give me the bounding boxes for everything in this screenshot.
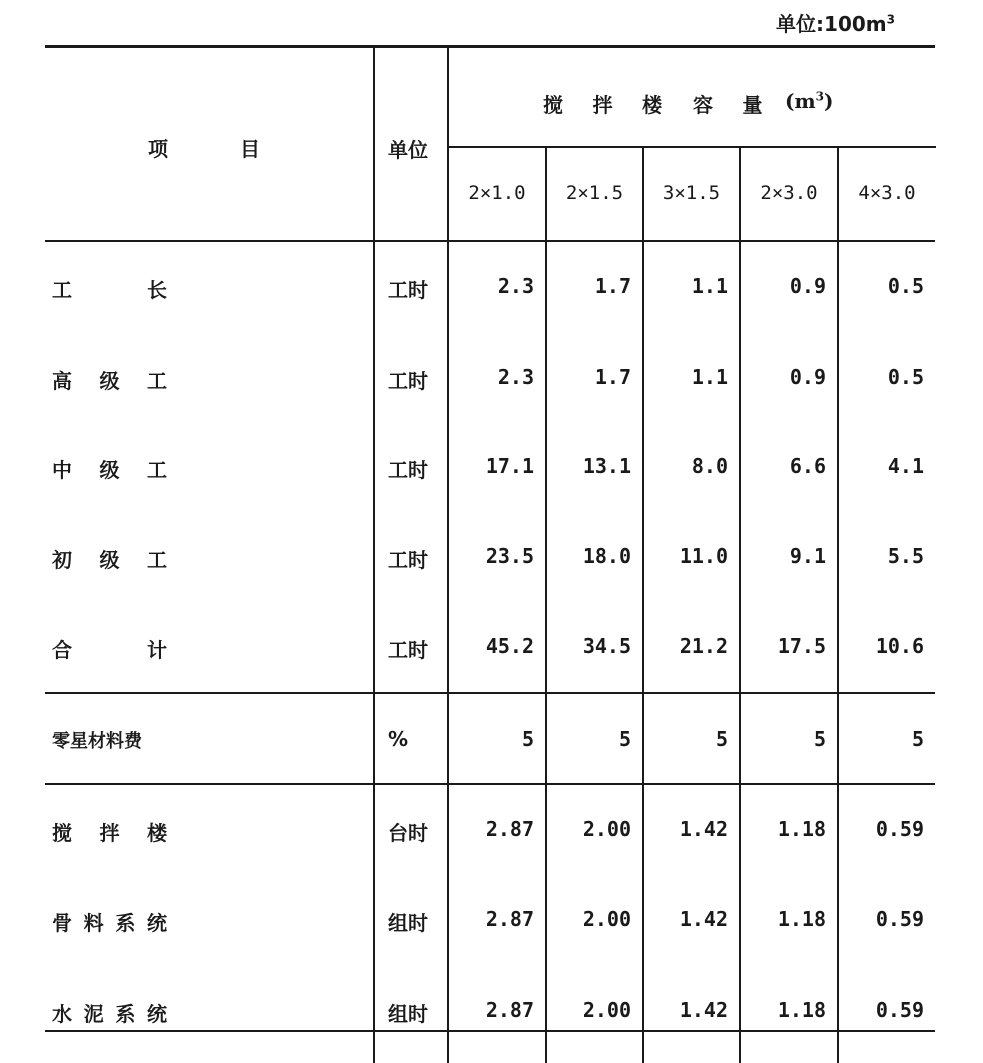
row-value: 1.1 — [691, 274, 728, 298]
row-label-char: 中 — [52, 458, 72, 482]
row-value: 1.18 — [777, 998, 826, 1022]
value-col-line — [642, 146, 644, 1063]
row-value: 0.9 — [789, 274, 826, 298]
item-header-char: 目 — [240, 137, 260, 161]
row-value: 1.7 — [594, 274, 631, 298]
row-value: 0.5 — [887, 365, 924, 389]
row-label — [52, 998, 167, 1027]
row-value: 17.5 — [777, 634, 826, 658]
capacity-unit-part: 3 — [815, 89, 824, 104]
row-value: 23.5 — [485, 544, 534, 568]
row-value: 2.87 — [485, 907, 534, 931]
row-label-char: 高 — [52, 369, 72, 393]
row-value: 1.7 — [594, 365, 631, 389]
row-value: 0.59 — [875, 998, 924, 1022]
row-unit: 组时 — [388, 1002, 428, 1026]
row-unit: 工时 — [388, 278, 428, 302]
row-value: 2.3 — [497, 365, 534, 389]
row-label-char: 级 — [99, 548, 120, 572]
row-value: 2.87 — [485, 998, 534, 1022]
row-value: 1.18 — [777, 907, 826, 931]
capacity-unit-part: ) — [823, 89, 834, 113]
row-value: 5 — [618, 727, 631, 751]
row-label — [52, 817, 167, 846]
row-label-char: 料 — [83, 911, 104, 935]
row-unit: % — [388, 727, 409, 751]
row-label — [52, 454, 167, 483]
capacity-header-rule — [448, 146, 936, 148]
row-label-char: 级 — [99, 458, 120, 482]
row-value: 5.5 — [887, 544, 924, 568]
row-value: 17.1 — [485, 454, 534, 478]
row-label-char: 统 — [146, 911, 167, 935]
row-label-char: 长 — [147, 278, 167, 302]
row-label — [52, 634, 167, 663]
column-header-1: 2×1.5 — [565, 182, 624, 204]
capacity-header-char: 量 — [742, 93, 763, 117]
capacity-header-char: 拌 — [592, 93, 613, 117]
row-label — [52, 907, 167, 936]
capacity-header-char: 楼 — [642, 93, 662, 117]
unit-col-right-line — [447, 46, 449, 1063]
labor-bottom-rule — [45, 692, 935, 694]
unit-col-left-line — [373, 46, 375, 1063]
row-value: 21.2 — [679, 634, 728, 658]
value-col-line — [837, 146, 839, 1063]
row-value: 18.0 — [582, 544, 631, 568]
row-label-char: 工 — [147, 458, 167, 482]
row-label-char: 骨 — [52, 911, 72, 935]
row-label-char: 系 — [115, 911, 136, 935]
row-value: 8.0 — [691, 454, 728, 478]
row-label-char: 级 — [99, 369, 120, 393]
row-value: 2.00 — [582, 907, 631, 931]
row-value: 2.00 — [582, 817, 631, 841]
row-value: 6.6 — [789, 454, 826, 478]
row-unit: 组时 — [388, 911, 428, 935]
row-label-char: 拌 — [99, 821, 120, 845]
row-label-char: 初 — [52, 548, 72, 572]
value-col-line — [739, 146, 741, 1063]
row-value: 4.1 — [887, 454, 924, 478]
row-label — [52, 365, 167, 394]
row-value: 34.5 — [582, 634, 631, 658]
capacity-unit-part: (m — [785, 89, 816, 113]
row-value: 11.0 — [679, 544, 728, 568]
row-value: 1.42 — [679, 998, 728, 1022]
row-value: 1.18 — [777, 817, 826, 841]
row-label-char: 合 — [52, 638, 72, 662]
item-header — [148, 133, 260, 162]
row-value: 1.42 — [679, 907, 728, 931]
row-value: 1.1 — [691, 365, 728, 389]
row-label-char: 系 — [115, 1002, 136, 1026]
row-value: 13.1 — [582, 454, 631, 478]
row-unit: 工时 — [388, 638, 428, 662]
row-value: 1.42 — [679, 817, 728, 841]
row-unit: 工时 — [388, 369, 428, 393]
row-value: 2.00 — [582, 998, 631, 1022]
row-label: 零星材料费 — [52, 731, 142, 752]
row-value: 0.59 — [875, 907, 924, 931]
row-label-char: 水 — [52, 1002, 72, 1026]
bottom-rule — [45, 1030, 935, 1032]
unit-note: 单位$:100m^3$ — [776, 12, 895, 36]
row-label-char: 统 — [146, 1002, 167, 1026]
row-label-char: 工 — [147, 548, 167, 572]
row-value: 2.3 — [497, 274, 534, 298]
top-rule — [45, 45, 935, 48]
row-value: 45.2 — [485, 634, 534, 658]
row-label — [52, 274, 167, 303]
row-label-char: 楼 — [147, 821, 167, 845]
row-label-char: 计 — [147, 638, 167, 662]
capacity-unit — [785, 89, 833, 113]
unit-header: 单位 — [388, 138, 428, 162]
item-header-char: 项 — [148, 137, 168, 161]
row-value: 10.6 — [875, 634, 924, 658]
row-label — [52, 544, 167, 573]
row-value: 5 — [813, 727, 826, 751]
column-header-4: 4×3.0 — [858, 182, 916, 204]
header-bottom-rule — [45, 240, 935, 242]
row-value: 0.9 — [789, 365, 826, 389]
row-value: 0.5 — [887, 274, 924, 298]
row-value: 9.1 — [789, 544, 826, 568]
column-header-0: 2×1.0 — [468, 182, 526, 204]
capacity-header-char: 搅 — [543, 93, 563, 117]
misc-bottom-rule — [45, 783, 935, 785]
value-col-line — [545, 146, 547, 1063]
row-label-char: 工 — [147, 369, 167, 393]
row-unit: 台时 — [388, 821, 428, 845]
row-value: 5 — [521, 727, 534, 751]
row-label-char: 工 — [52, 278, 72, 302]
column-header-2: 3×1.5 — [662, 182, 721, 204]
row-label-char: 搅 — [52, 821, 72, 845]
row-value: 5 — [715, 727, 728, 751]
column-header-3: 2×3.0 — [760, 182, 818, 204]
row-value: 5 — [911, 727, 924, 751]
row-unit: 工时 — [388, 548, 428, 572]
capacity-header-char: 容 — [693, 93, 713, 117]
row-value: 2.87 — [485, 817, 534, 841]
row-value: 0.59 — [875, 817, 924, 841]
row-unit: 工时 — [388, 458, 428, 482]
row-label-char: 泥 — [83, 1002, 104, 1026]
